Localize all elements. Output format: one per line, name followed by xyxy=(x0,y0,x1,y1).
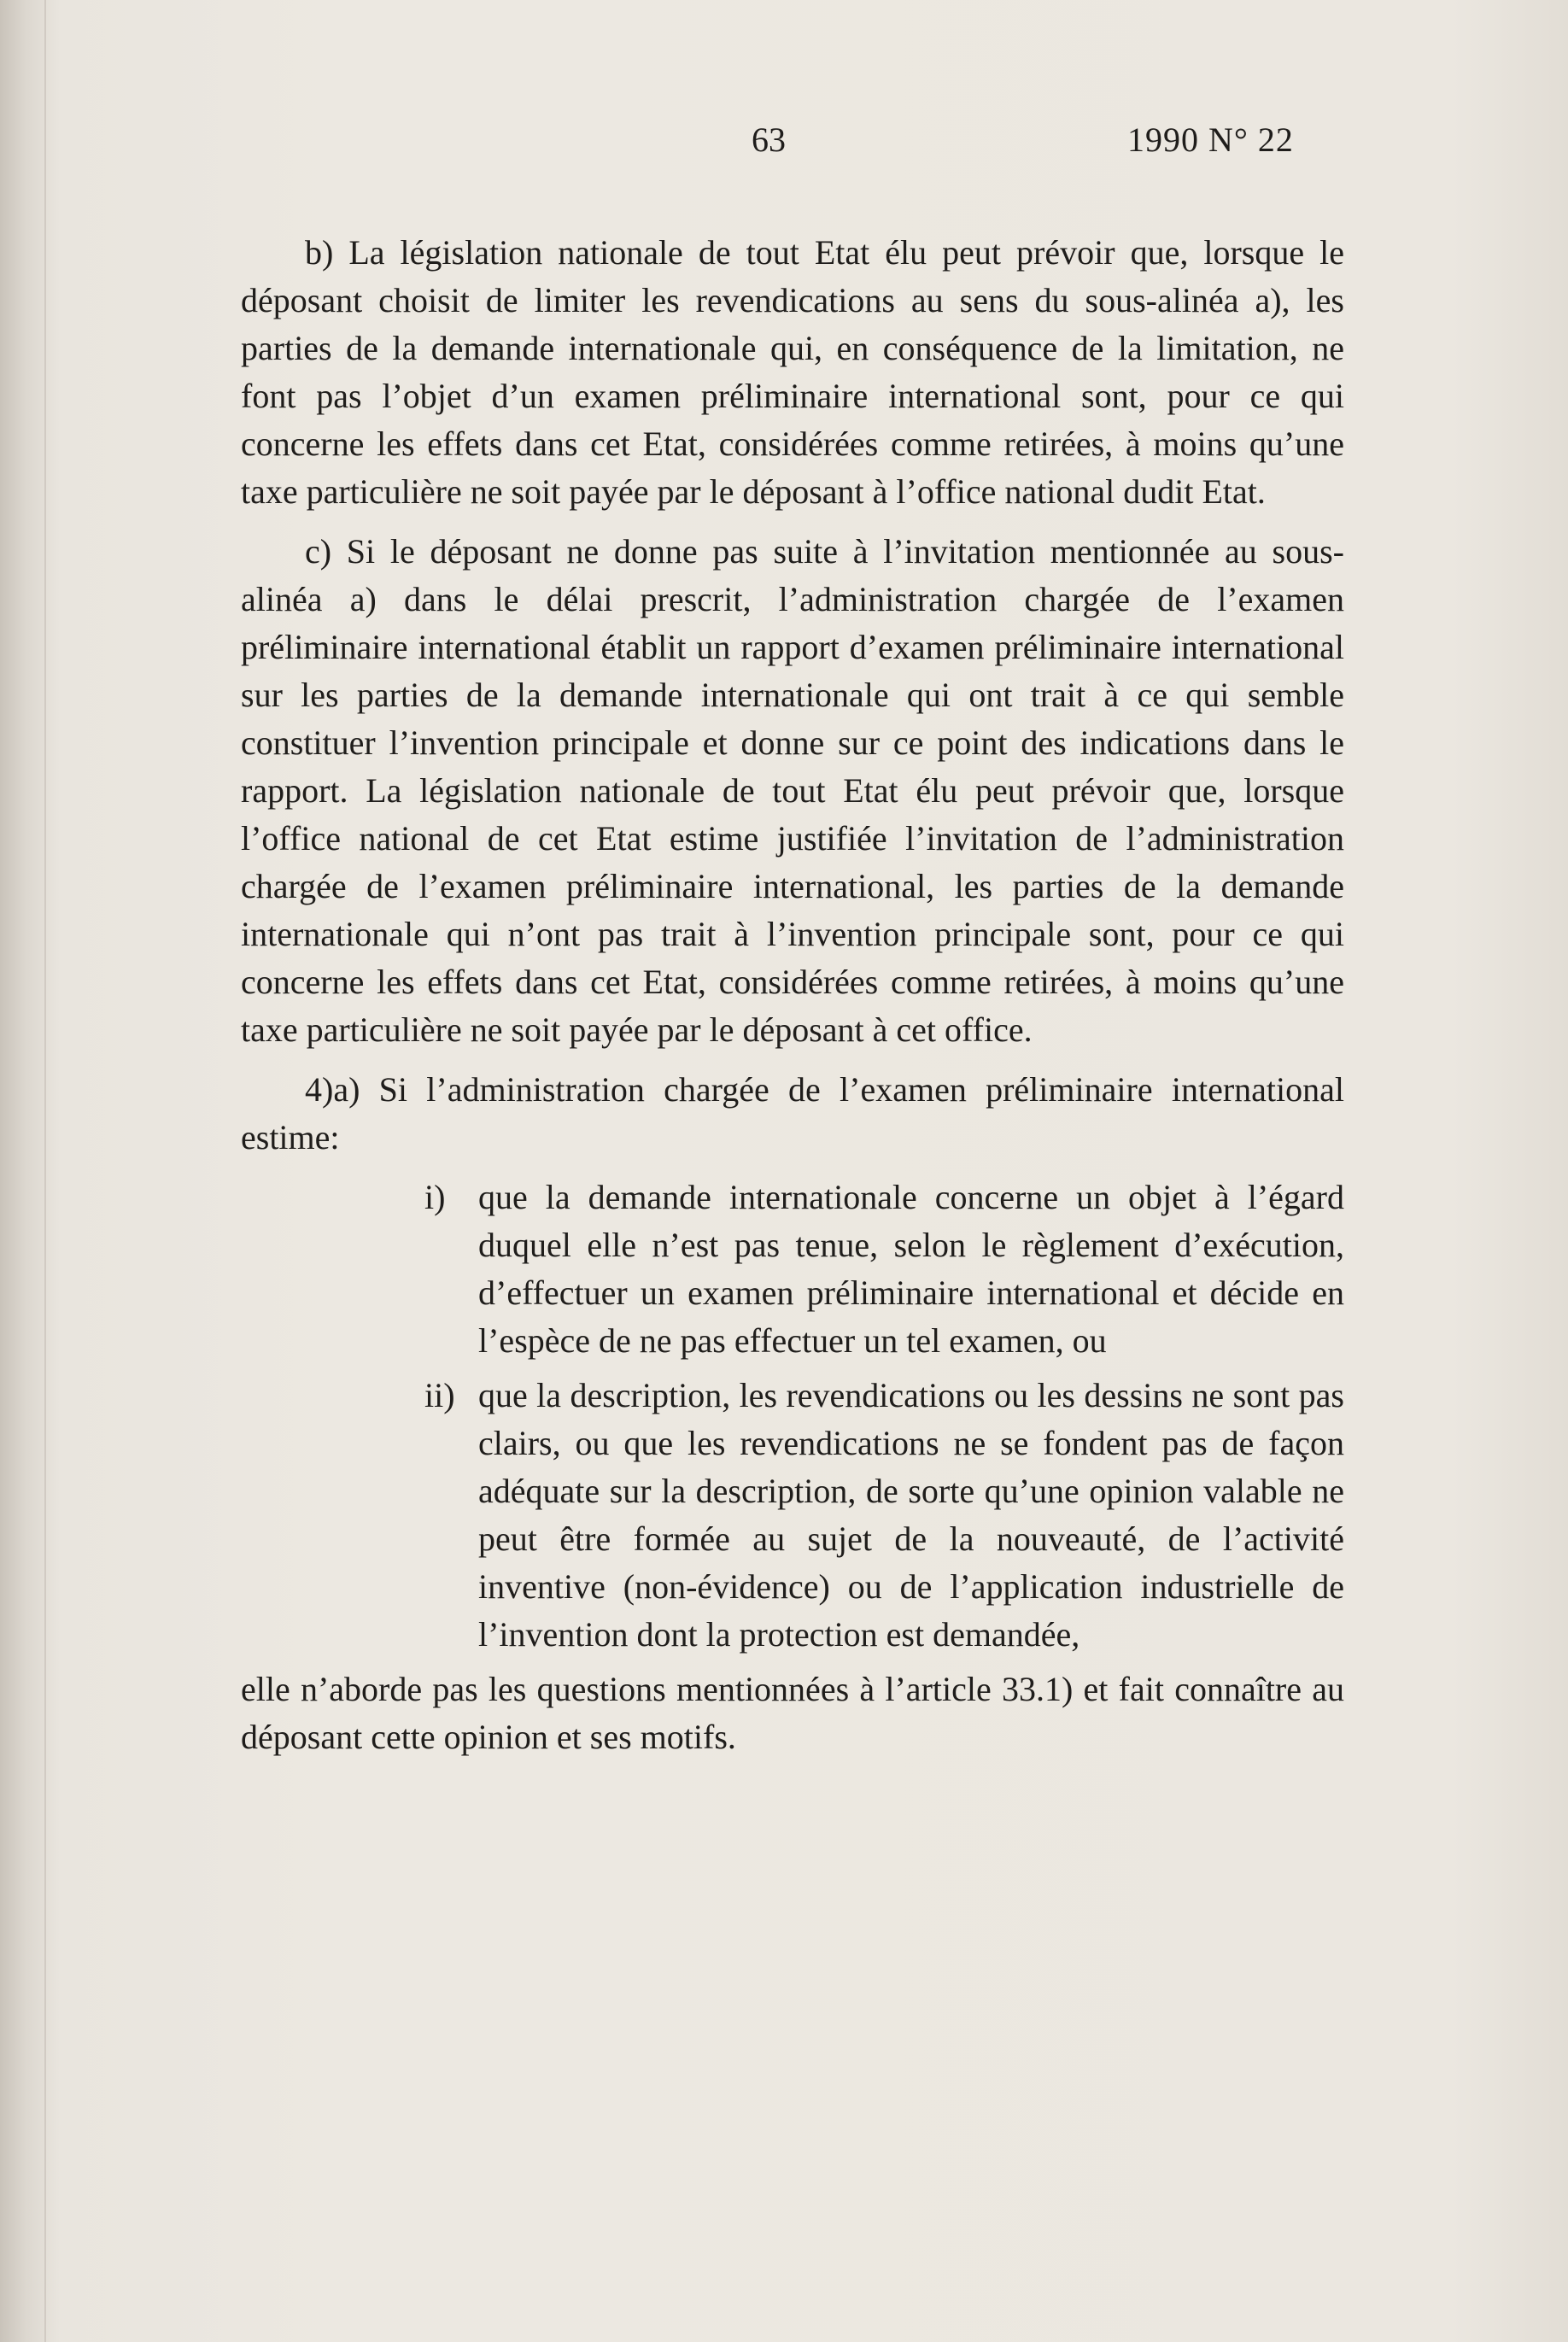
list-item-i xyxy=(241,1174,1344,1365)
paragraph-4a: 4)a) Si l’administration chargée de l’examen préliminaire international estime: xyxy=(241,1070,1344,1156)
list-item-ii xyxy=(241,1372,1344,1659)
page-fold-shadow xyxy=(44,0,46,2342)
body-text xyxy=(241,229,1344,1761)
page-number: 63 xyxy=(752,120,786,159)
list-item-text: que la demande internationale concerne un objet à l’égard duquel elle n’est pas tenue, selon le règlement d’exécution, d’effectuer un examen préliminaire international et décide en l’espèce de ne pas effectuer un tel examen, ou xyxy=(478,1178,1344,1360)
document-reference: 1990 N° 22 xyxy=(1127,120,1294,159)
closing-paragraph: elle n’aborde pas les questions mentionnées à l’article 33.1) et fait connaître au déposant cette opinion et ses motifs. xyxy=(241,1670,1344,1756)
list-item-number: i) xyxy=(424,1178,446,1216)
paragraph-c: c) Si le déposant ne donne pas suite à l’invitation mentionnée au sous-alinéa a) dans le délai prescrit, l’administration chargée de l’examen préliminaire international établit un rapport d’examen préliminaire international sur les parties de la demande internationale qui ont trait à ce qui semble constituer l’invention principale et donne sur ce point des indications dans le rapport. La législation nationale de tout Etat élu peut prévoir que, lorsque l’office national de cet Etat estime justifiée l’invitation de l’administration chargée de l’examen préliminaire international, les parties de la demande internationale qui n’ont pas trait à l’invention principale sont, pour ce qui concerne les effets dans cet Etat, considérées comme retirées, à moins qu’une taxe particulière ne soit payée par le déposant à cet office. xyxy=(241,532,1344,1049)
paragraph-b: b) La législation nationale de tout Etat élu peut prévoir que, lorsque le déposant choisit de limiter les revendications au sens du sous-alinéa a), les parties de la demande internationale qui, en conséquence de la limitation, ne font pas l’objet d’un examen préliminaire international sont, pour ce qui concerne les effets dans cet Etat, considérées comme retirées, à moins qu’une taxe particulière ne soit payée par le déposant à l’office national dudit Etat. xyxy=(241,233,1344,511)
list-item-text: que la description, les revendications ou les dessins ne sont pas clairs, ou que les revendications ne se fondent pas de façon adéquate sur la description, de sorte qu’une opinion valable ne peut être formée au sujet de la nouveauté, de l’activité inventive (non-évidence) ou de l’application industrielle de l’invention dont la protection est demandée, xyxy=(478,1376,1344,1654)
list-item-number: ii) xyxy=(424,1376,455,1414)
